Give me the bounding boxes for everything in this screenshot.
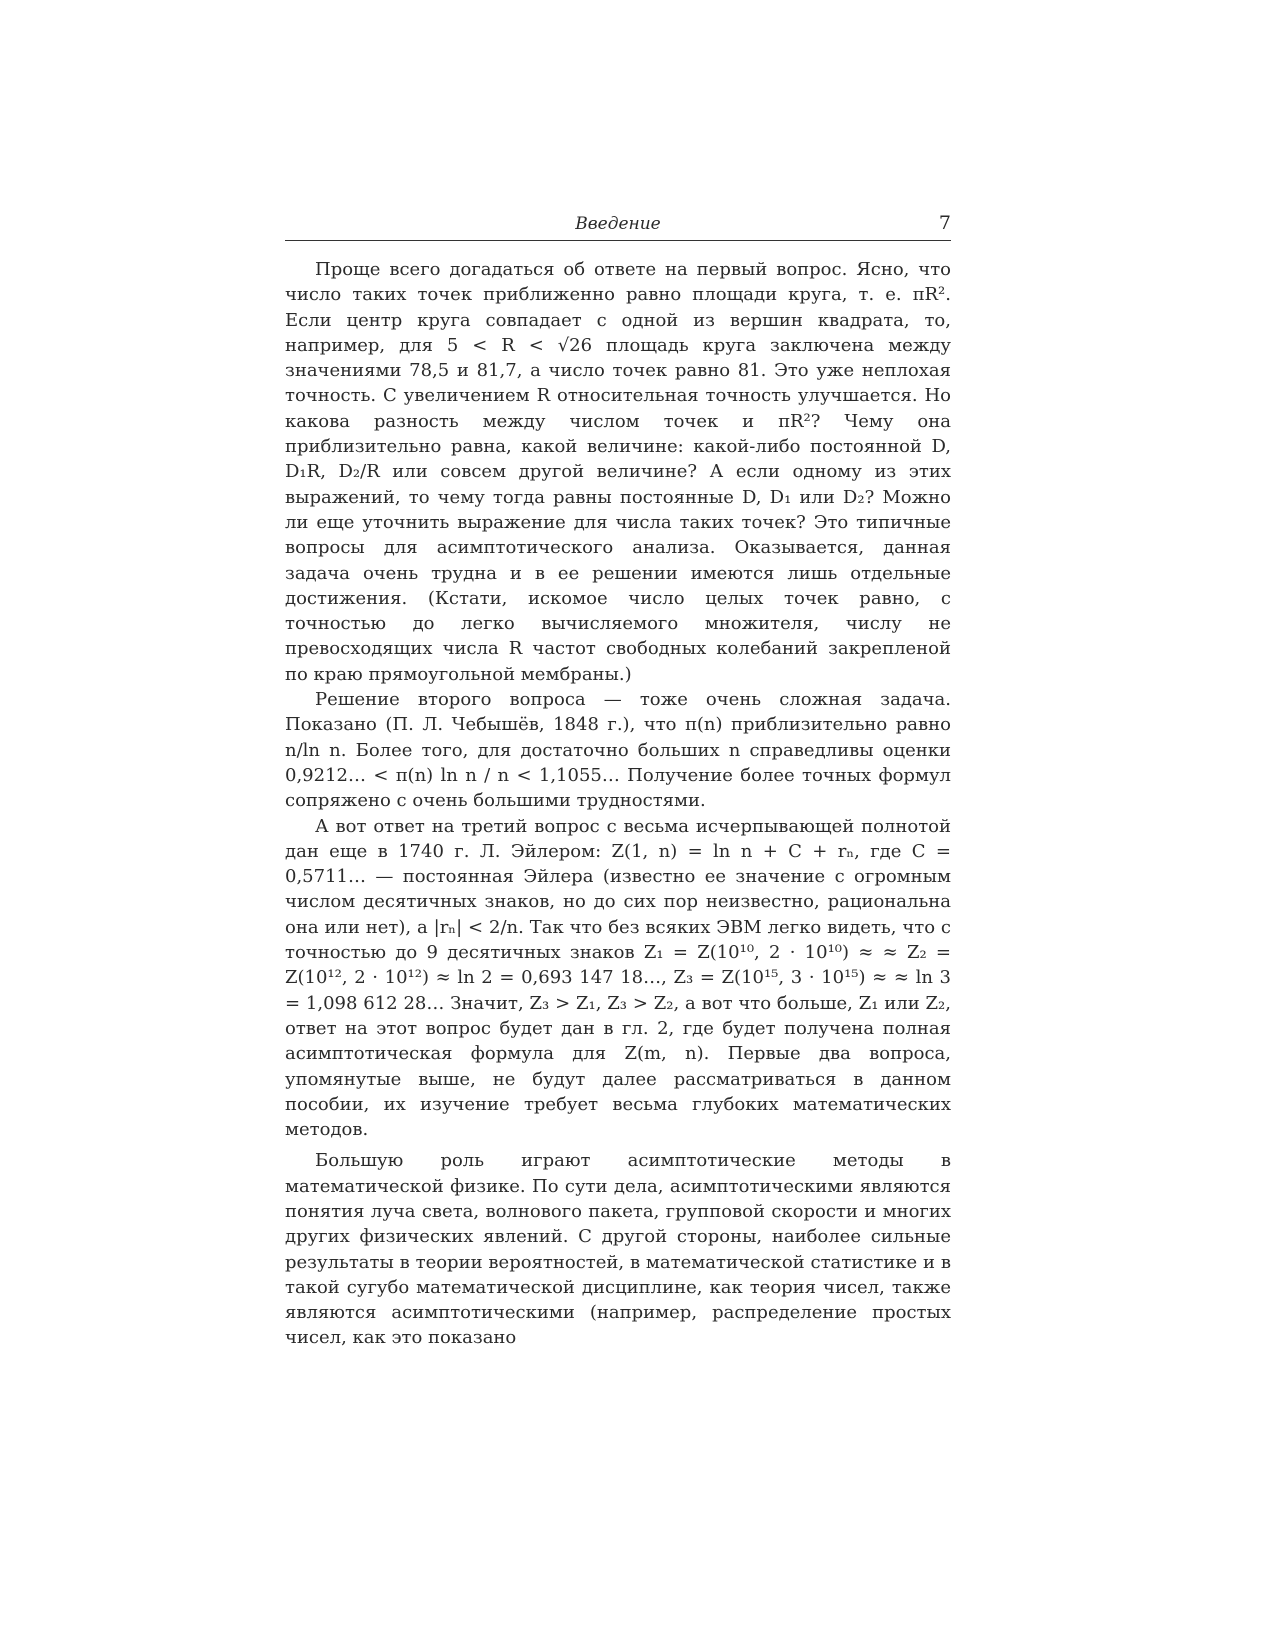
paragraph-2: Решение второго вопроса — тоже очень сложная задача. Показано (П. Л. Чебышёв, 1848 г.), что π(n) приблизительно равно n/ln n. Более того, для достаточно больших n справедливы оценки 0,9212… < π(n) ln n / n < 1,1055… Получение более точных формул сопряжено с очень большими трудностями. <box>285 689 951 812</box>
paragraph-1: Проще всего догадаться об ответе на первый вопрос. Ясно, что число таких точек приближенно равно площади круга, т. е. πR². Если центр круга совпадает с одной из вершин квадрата, то, например, для 5 < R < √26 площадь круга заключена между значениями 78,5 и 81,7, а число точек равно 81. Это уже неплохая точность. С увеличением R относительная точность улучшается. Но какова разность между числом точек и πR²? Чему она приблизительно равна, какой величине: какой-либо постоянной D, D₁R, D₂/R или совсем другой величине? А если одному из этих выражений, то чему тогда равны постоянные D, D₁ или D₂? Можно ли еще уточнить выражение для числа таких точек? Это типичные вопросы для асимптотического анализа. Оказывается, данная задача очень трудна и в ее решении имеются лишь отдельные достижения. (Кстати, искомое число целых точек равно, с точностью до легко вычисляемого множителя, числу не превосходящих числа R частот свободных колебаний закрепленой по краю прямоугольной мембраны.) <box>285 259 951 685</box>
paragraph-3: А вот ответ на третий вопрос с весьма исчерпывающей полнотой дан еще в 1740 г. Л. Эйлером: Z(1, n) = ln n + C + rₙ, где C = 0,5711… — постоянная Эйлера (известно ее значение с огромным числом десятичных знаков, но до сих пор неизвестно, рациональна она или нет), а |rₙ| < 2/n. Так что без всяких ЭВМ легко видеть, что с точностью до 9 десятичных знаков Z₁ = Z(10¹⁰, 2 · 10¹⁰) ≈ ≈ Z₂ = Z(10¹², 2 · 10¹²) ≈ ln 2 = 0,693 147 18…, Z₃ = Z(10¹⁵, 3 · 10¹⁵) ≈ ≈ ln 3 = 1,098 612 28… Значит, Z₃ > Z₁, Z₃ > Z₂, а вот что больше, Z₁ или Z₂, ответ на этот вопрос будет дан в гл. 2, где будет получена полная асимптотическая формула для Z(m, n). Первые два вопроса, упомянутые выше, не будут далее рассматриваться в данном пособии, их изучение требует весьма глубоких математических методов. <box>285 815 951 1141</box>
paragraph-4: Большую роль играют асимптотические методы в математической физике. По сути дела, асимптотическими являются понятия луча света, волнового пакета, групповой скорости и многих других физических явлений. С другой стороны, наиболее сильные результаты в теории вероятностей, в математической статистике и в такой сугубо математической дисциплине, как теория чисел, также являются асимптотическими (например, распределение простых чисел, как это показано <box>285 1150 951 1349</box>
page <box>285 212 951 1351</box>
body-text <box>285 257 951 1351</box>
page-number: 7 <box>938 212 951 234</box>
header-title: Введение <box>575 214 661 234</box>
running-header <box>285 212 951 241</box>
